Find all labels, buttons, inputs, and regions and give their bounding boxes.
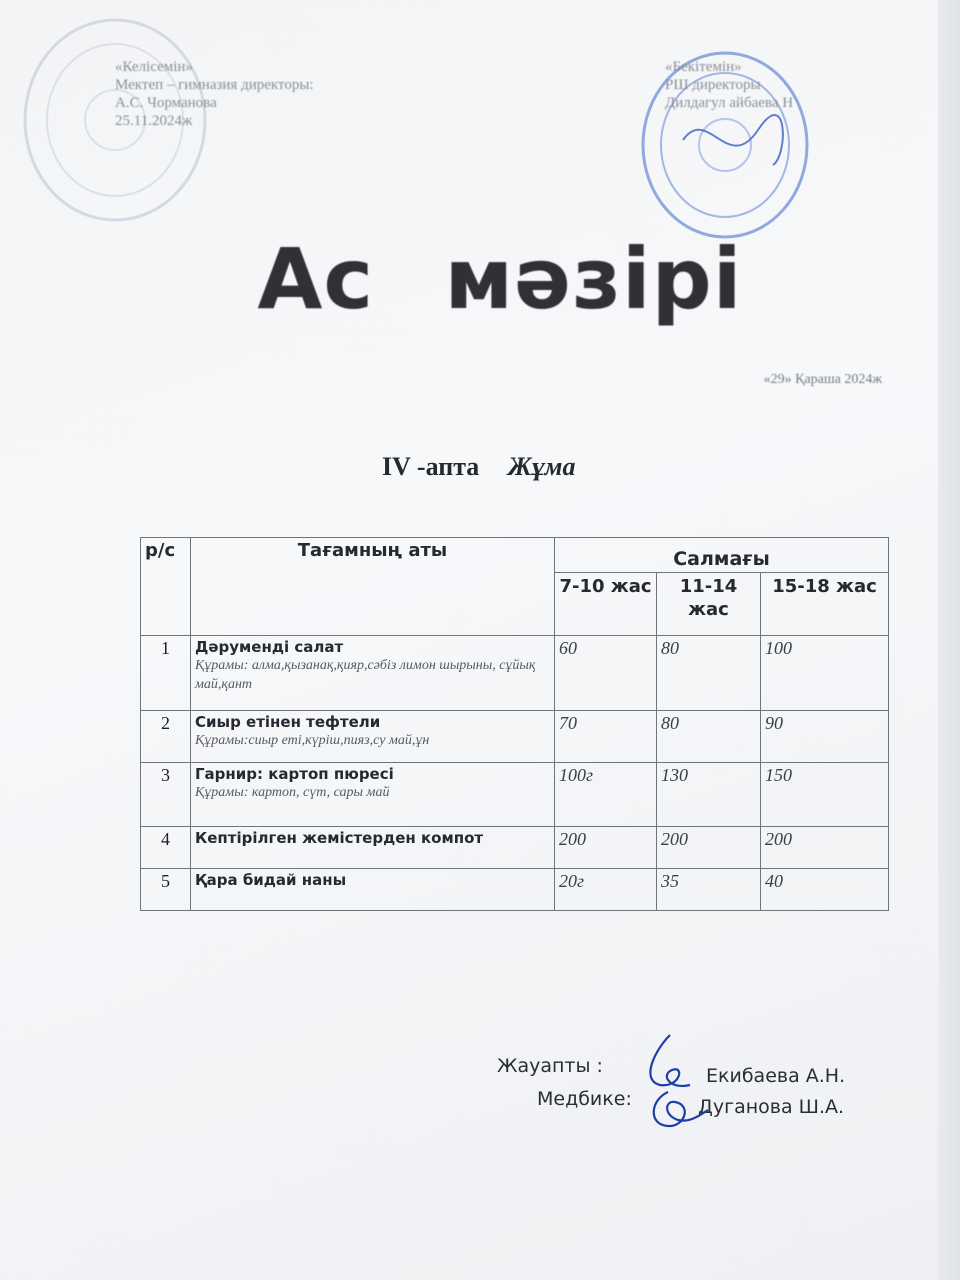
header-name: Тағамның аты	[191, 538, 555, 636]
weight-7-10: 100г	[555, 763, 657, 827]
header-weight: Салмағы	[555, 538, 889, 573]
dish-name: Дәруменді салат	[195, 638, 344, 656]
menu-date: «29» Қараша 2024ж	[763, 372, 882, 387]
approval-left-line3: А.С. Чорманова	[115, 95, 217, 111]
weight-15-18: 40	[761, 869, 889, 911]
page-title: Ас мәзірі	[257, 230, 743, 328]
row-num: 4	[141, 827, 191, 869]
weight-15-18: 200	[761, 827, 889, 869]
dish-name: Сиыр етінен тефтели	[195, 713, 381, 731]
row-num: 2	[141, 711, 191, 763]
nurse-label: Медбике:	[537, 1088, 632, 1110]
weight-11-14: 80	[657, 636, 761, 711]
header-age-2: 11-14 жас	[657, 573, 761, 636]
dish-name: Қара бидай наны	[195, 871, 347, 889]
responsible-name: Екибаева А.Н.	[706, 1065, 846, 1087]
dish-name: Кептірілген жемістерден компот	[195, 829, 484, 847]
week-line	[382, 452, 576, 482]
table-header-row	[141, 538, 889, 573]
weight-11-14: 35	[657, 869, 761, 911]
responsible-label: Жауапты :	[497, 1055, 603, 1077]
weight-7-10: 200	[555, 827, 657, 869]
dish-name: Гарнир: картоп пюресі	[195, 765, 394, 783]
table-row	[141, 636, 889, 711]
approval-right-line1: «Бекітемін»	[665, 59, 742, 75]
dish-cell	[191, 827, 555, 869]
approval-left-line4: 25.11.2024ж	[115, 113, 193, 129]
handwritten-signature	[630, 1030, 720, 1135]
weight-7-10: 70	[555, 711, 657, 763]
weight-7-10: 60	[555, 636, 657, 711]
week-day: Жұма	[507, 452, 576, 481]
dish-cell	[191, 711, 555, 763]
weight-11-14: 130	[657, 763, 761, 827]
row-num: 3	[141, 763, 191, 827]
header-num: р/с	[141, 538, 191, 636]
approval-right-line2: РШ директоры	[665, 77, 761, 93]
weight-15-18: 90	[761, 711, 889, 763]
table-row	[141, 711, 889, 763]
dish-composition: Құрамы:сиыр еті,күріш,пияз,су май,ұн	[195, 733, 430, 748]
dish-composition: Құрамы: алма,қызанақ,қияр,сәбіз лимон шырыны, сұйық май,қант	[195, 658, 536, 692]
row-num: 1	[141, 636, 191, 711]
header-age-1: 7-10 жас	[555, 573, 657, 636]
weight-11-14: 80	[657, 711, 761, 763]
row-num: 5	[141, 869, 191, 911]
dish-composition: Құрамы: картоп, сүт, сары май	[195, 785, 390, 800]
weight-7-10: 20г	[555, 869, 657, 911]
approval-left-block	[115, 58, 314, 130]
nurse-name: Дуганова Ш.А.	[698, 1096, 845, 1118]
approval-right-block	[665, 58, 793, 112]
header-age-3: 15-18 жас	[761, 573, 889, 636]
table-row	[141, 763, 889, 827]
weight-15-18: 100	[761, 636, 889, 711]
approval-left-line2: Мектеп – гимназия директоры:	[115, 77, 314, 93]
menu-table	[140, 537, 889, 911]
dish-cell	[191, 763, 555, 827]
weight-11-14: 200	[657, 827, 761, 869]
dish-cell	[191, 636, 555, 711]
approval-right-line3: Дилдагул айбаева Н	[665, 95, 794, 111]
weight-15-18: 150	[761, 763, 889, 827]
paper-edge	[938, 0, 960, 1280]
table-row	[141, 869, 889, 911]
table-row	[141, 827, 889, 869]
approval-left-line1: «Келісемін»	[115, 59, 193, 75]
dish-cell	[191, 869, 555, 911]
week-label: IV -апта	[382, 452, 480, 481]
